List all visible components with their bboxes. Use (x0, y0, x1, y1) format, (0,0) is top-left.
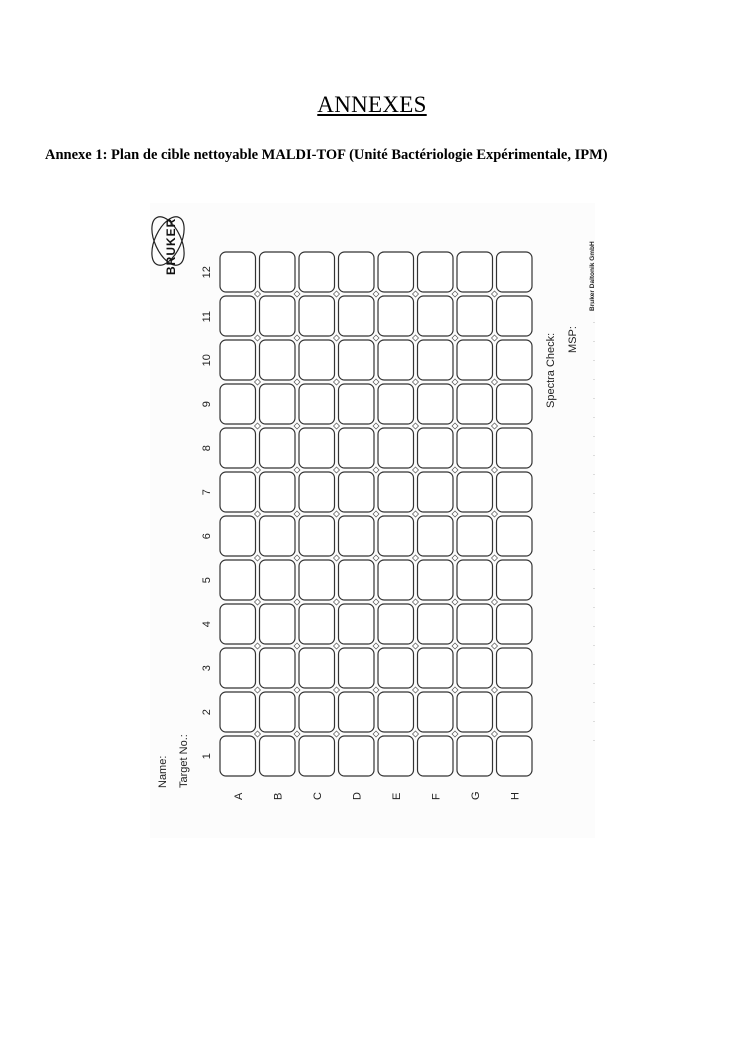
annex-caption: Annexe 1: Plan de cible nettoyable MALDI-TOF (Unité Bactériologie Expérimentale, IPM) (45, 147, 608, 163)
target-well-b11 (260, 296, 296, 336)
grid-intersection-marker (334, 643, 340, 649)
grid-intersection-marker (294, 467, 300, 473)
grid-intersection-marker (492, 511, 498, 517)
target-well-e4 (378, 604, 414, 644)
grid-intersection-marker (452, 687, 458, 693)
target-no-label: Target No.: (178, 734, 190, 788)
target-well-d5 (339, 560, 375, 600)
grid-intersection-marker (492, 291, 498, 297)
target-well-g12 (457, 252, 493, 292)
grid-intersection-marker (452, 467, 458, 473)
target-well-c1 (299, 736, 335, 776)
target-well-c6 (299, 516, 335, 556)
target-well-c3 (299, 648, 335, 688)
grid-intersection-marker (294, 687, 300, 693)
grid-intersection-marker (452, 379, 458, 385)
grid-intersection-marker (492, 379, 498, 385)
grid-intersection-marker (492, 423, 498, 429)
target-well-e12 (378, 252, 414, 292)
name-label: Name: (157, 755, 169, 788)
grid-intersection-marker (294, 379, 300, 385)
target-well-c12 (299, 252, 335, 292)
target-well-h9 (497, 384, 533, 424)
grid-intersection-marker (373, 511, 379, 517)
target-well-b7 (260, 472, 296, 512)
grid-intersection-marker (255, 379, 261, 385)
grid-intersection-marker (255, 643, 261, 649)
column-label-3: 3 (201, 665, 213, 672)
column-label-5: 5 (201, 577, 213, 584)
target-well-a6 (220, 516, 256, 556)
target-well-f1 (418, 736, 454, 776)
grid-intersection-marker (294, 731, 300, 737)
target-well-a10 (220, 340, 256, 380)
target-well-a1 (220, 736, 256, 776)
grid-intersection-marker (413, 423, 419, 429)
target-well-f5 (418, 560, 454, 600)
target-well-a11 (220, 296, 256, 336)
target-well-g2 (457, 692, 493, 732)
target-well-b3 (260, 648, 296, 688)
row-label-f: F (430, 793, 443, 800)
grid-intersection-marker (413, 467, 419, 473)
spectra-check-label: Spectra Check: (545, 332, 557, 408)
row-letter-labels (233, 791, 522, 800)
target-well-a3 (220, 648, 256, 688)
target-well-f7 (418, 472, 454, 512)
target-well-e2 (378, 692, 414, 732)
target-well-a12 (220, 252, 256, 292)
grid-intersection-marker (452, 423, 458, 429)
target-well-d7 (339, 472, 375, 512)
target-well-g8 (457, 428, 493, 468)
target-well-g7 (457, 472, 493, 512)
grid-intersection-marker (413, 379, 419, 385)
target-well-e7 (378, 472, 414, 512)
row-label-a: A (232, 792, 245, 800)
target-well-g1 (457, 736, 493, 776)
grid-intersection-marker (334, 379, 340, 385)
grid-intersection-marker (294, 643, 300, 649)
target-well-h5 (497, 560, 533, 600)
grid-intersection-marker (452, 643, 458, 649)
grid-intersection-marker (373, 467, 379, 473)
target-well-c8 (299, 428, 335, 468)
column-label-12: 12 (201, 266, 213, 279)
grid-intersection-marker (452, 291, 458, 297)
target-well-f4 (418, 604, 454, 644)
target-well-b4 (260, 604, 296, 644)
grid-intersection-marker (255, 291, 261, 297)
target-well-b10 (260, 340, 296, 380)
grid-intersection-marker (413, 511, 419, 517)
target-well-h1 (497, 736, 533, 776)
grid-intersection-marker (334, 291, 340, 297)
target-well-d12 (339, 252, 375, 292)
grid-intersection-marker (492, 467, 498, 473)
grid-intersection-marker (373, 423, 379, 429)
grid-intersection-marker (255, 687, 261, 693)
grid-intersection-marker (334, 335, 340, 341)
target-well-a5 (220, 560, 256, 600)
target-well-e5 (378, 560, 414, 600)
target-well-d1 (339, 736, 375, 776)
grid-intersection-marker (373, 335, 379, 341)
target-well-d10 (339, 340, 375, 380)
target-well-h8 (497, 428, 533, 468)
grid-intersection-marker (413, 687, 419, 693)
target-well-h2 (497, 692, 533, 732)
target-well-g4 (457, 604, 493, 644)
target-well-g9 (457, 384, 493, 424)
grid-intersection-marker (255, 555, 261, 561)
target-well-h6 (497, 516, 533, 556)
target-well-g5 (457, 560, 493, 600)
grid-intersection-marker (492, 643, 498, 649)
grid-intersection-marker (294, 511, 300, 517)
grid-intersection-marker (413, 335, 419, 341)
target-well-d4 (339, 604, 375, 644)
grid-intersection-marker (492, 687, 498, 693)
company-name: Bruker Daltonik GmbH (589, 241, 596, 311)
target-well-d9 (339, 384, 375, 424)
target-well-d2 (339, 692, 375, 732)
row-label-e: E (390, 792, 403, 800)
target-well-e9 (378, 384, 414, 424)
target-well-h10 (497, 340, 533, 380)
grid-intersection-marker (452, 731, 458, 737)
target-well-c9 (299, 384, 335, 424)
target-well-c7 (299, 472, 335, 512)
grid-intersection-marker (255, 467, 261, 473)
grid-intersection-marker (413, 643, 419, 649)
grid-intersection-marker (334, 731, 340, 737)
target-well-h4 (497, 604, 533, 644)
target-well-f2 (418, 692, 454, 732)
bruker-logo (145, 212, 191, 275)
column-label-11: 11 (201, 310, 213, 323)
row-label-g: G (469, 791, 482, 800)
grid-intersection-marker (413, 731, 419, 737)
target-well-f6 (418, 516, 454, 556)
grid-intersection-marker (334, 687, 340, 693)
grid-intersection-marker (492, 555, 498, 561)
target-well-b12 (260, 252, 296, 292)
target-well-d11 (339, 296, 375, 336)
grid-intersection-marker (452, 511, 458, 517)
grid-intersection-marker (373, 555, 379, 561)
grid-intersection-marker (373, 599, 379, 605)
grid-intersection-marker (452, 335, 458, 341)
page-title: ANNEXES (317, 92, 427, 117)
column-label-6: 6 (201, 533, 213, 540)
column-label-8: 8 (201, 445, 213, 452)
grid-intersection-marker (334, 555, 340, 561)
grid-intersection-marker (294, 599, 300, 605)
target-well-a2 (220, 692, 256, 732)
target-well-a9 (220, 384, 256, 424)
target-well-h7 (497, 472, 533, 512)
row-label-c: C (311, 792, 324, 800)
target-well-e1 (378, 736, 414, 776)
target-well-e6 (378, 516, 414, 556)
target-well-g10 (457, 340, 493, 380)
target-well-e11 (378, 296, 414, 336)
column-label-9: 9 (201, 401, 213, 408)
target-well-f9 (418, 384, 454, 424)
grid-intersection-marker (413, 599, 419, 605)
target-well-g6 (457, 516, 493, 556)
grid-intersection-marker (373, 379, 379, 385)
maldi-target-plan (150, 203, 595, 838)
target-well-a8 (220, 428, 256, 468)
grid-intersection-marker (294, 423, 300, 429)
column-label-2: 2 (201, 709, 213, 716)
target-well-c10 (299, 340, 335, 380)
grid-intersection-marker (334, 423, 340, 429)
target-well-g11 (457, 296, 493, 336)
grid-intersection-marker (255, 335, 261, 341)
target-well-b9 (260, 384, 296, 424)
grid-intersection-marker (294, 291, 300, 297)
grid-intersection-marker (294, 335, 300, 341)
row-label-d: D (351, 792, 364, 800)
target-well-d3 (339, 648, 375, 688)
grid-intersection-marker (413, 291, 419, 297)
grid-intersection-marker (452, 555, 458, 561)
target-well-c11 (299, 296, 335, 336)
target-well-e3 (378, 648, 414, 688)
target-well-b2 (260, 692, 296, 732)
target-well-h12 (497, 252, 533, 292)
target-well-h3 (497, 648, 533, 688)
grid-intersection-marker (255, 511, 261, 517)
target-well-b6 (260, 516, 296, 556)
target-well-f11 (418, 296, 454, 336)
grid-intersection-marker (334, 467, 340, 473)
grid-intersection-marker (255, 423, 261, 429)
target-well-d8 (339, 428, 375, 468)
target-well-e10 (378, 340, 414, 380)
target-well-a4 (220, 604, 256, 644)
target-well-f8 (418, 428, 454, 468)
grid-intersection-marker (452, 599, 458, 605)
target-well-f3 (418, 648, 454, 688)
target-well-b1 (260, 736, 296, 776)
target-well-c2 (299, 692, 335, 732)
target-well-c4 (299, 604, 335, 644)
grid-intersection-marker (373, 687, 379, 693)
grid-intersection-marker (492, 731, 498, 737)
column-number-labels (201, 266, 213, 759)
grid-intersection-marker (255, 731, 261, 737)
column-label-4: 4 (201, 621, 213, 628)
target-well-b8 (260, 428, 296, 468)
grid-intersection-marker (413, 555, 419, 561)
target-well-a7 (220, 472, 256, 512)
row-label-b: B (272, 792, 285, 800)
target-well-b5 (260, 560, 296, 600)
grid-intersection-marker (492, 335, 498, 341)
bruker-logo-text: BRUKER (164, 217, 178, 275)
target-well-h11 (497, 296, 533, 336)
grid-intersection-marker (334, 511, 340, 517)
target-well-c5 (299, 560, 335, 600)
target-plate-drawing (150, 203, 595, 838)
target-well-f10 (418, 340, 454, 380)
grid-intersection-marker (294, 555, 300, 561)
column-label-7: 7 (201, 489, 213, 496)
plate-grid (220, 252, 532, 776)
row-label-h: H (509, 792, 522, 800)
target-well-e8 (378, 428, 414, 468)
column-label-10: 10 (201, 354, 213, 367)
grid-intersection-marker (255, 599, 261, 605)
column-label-1: 1 (201, 753, 213, 760)
grid-intersection-marker (373, 643, 379, 649)
target-well-f12 (418, 252, 454, 292)
target-well-g3 (457, 648, 493, 688)
msp-label: MSP: (567, 326, 579, 353)
grid-intersection-marker (373, 291, 379, 297)
grid-intersection-marker (373, 731, 379, 737)
grid-intersection-marker (334, 599, 340, 605)
target-well-d6 (339, 516, 375, 556)
grid-intersection-marker (492, 599, 498, 605)
